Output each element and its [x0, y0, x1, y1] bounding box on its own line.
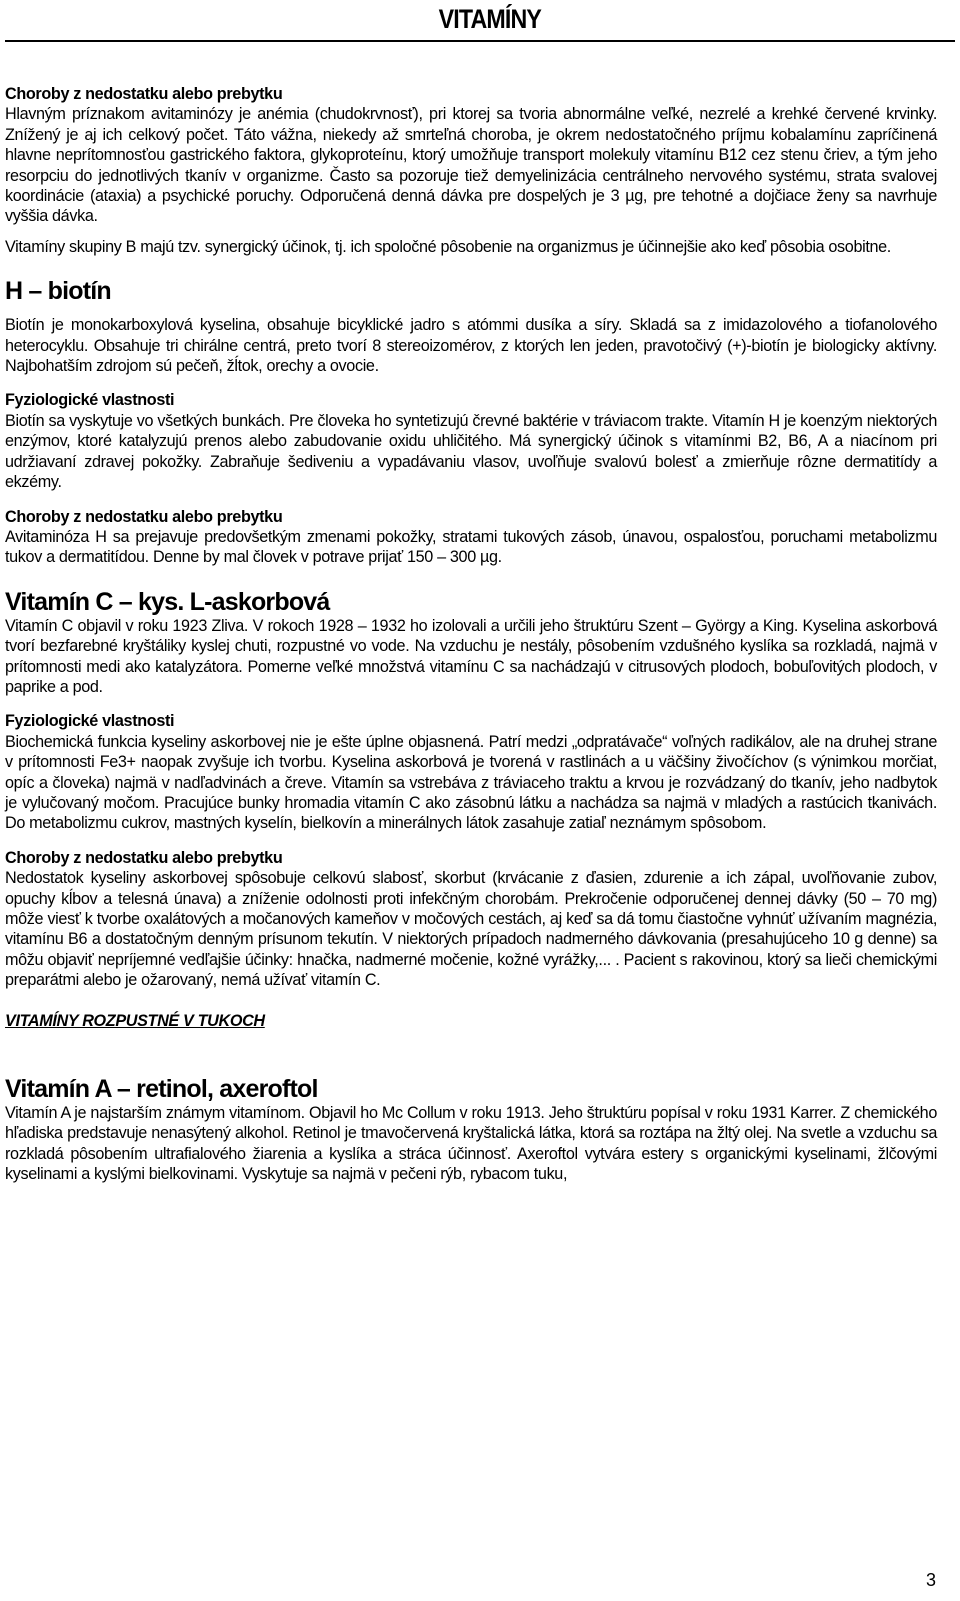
page-content: [5, 84, 937, 1185]
b12-deficiency-text: Hlavným príznakom avitaminózy je anémia (chudokrvnosť), pri ktorej sa tvoria abnormálne veľké, nezrelé a krehké červené krvinky. Znížený je aj ich celkový počet. Táto vážna, niekedy až smrteľná choroba, je okrem nedostatočného príjmu kobalamínu zapríčinená hlavne neprítomnosťou gastrického faktora, glykoproteínu, ktorý umožňuje transport molekuly vitamínu B12 cez stenu čriev, a tým jeho resorpciu do jednotlivých tkanív v organizme. Často sa pozoruje tiež demyelinizácia centrálneho nervového systému, strata svalovej koordinácie (ataxia) a psychické poruchy. Odporučená denná dávka pre dospelých je 3 µg, pre tehotné a dojčiace ženy sa navrhuje vyššia dávka.: [5, 105, 937, 226]
biotin-heading: H – biotín: [5, 277, 111, 306]
biotin-phys-heading: Fyziologické vlastnosti: [5, 391, 175, 410]
biotin-deficiency-text: Avitaminóza H sa prejavuje predovšetkým zmenami pokožky, stratami tukových zásob, únavou, ospalosťou, poruchami metabolizmu tukov a dermatitídou. Denne by mal človek v potrave prijať 150 – 300 µg.: [5, 527, 937, 567]
vitamin-a-heading: Vitamín A – retinol, axeroftol: [5, 1075, 318, 1104]
vitamin-c-phys-text: Biochemická funkcia kyseliny askorbovej nie je ešte úplne objasnená. Patrí medzi „odpratávače“ voľných radikálov, ale na druhej strane v prítomnosti Fe3+ naopak zvyšuje ich tvorbu. Kyselina askorbová je tvorená v rastlinách a u väčšiny živočíchov (s výnimkou morčiat, opíc a človeka) najmä v nadľadvinách a čreve. Vitamín sa vstrebáva z tráviaceho traktu a krvou je rozvádzaný do tkanív, jeho nadbytok je vylučovaný močom. Pracujúce bunky hromadia vitamín C ako zásobnú látku a nachádza sa najmä v mladých a rastúcich tkanivách. Do metabolizmu cukrov, mastných kyselín, bielkovín a minerálnych látok zasahuje zatiaľ neznámym spôsobom.: [5, 732, 937, 833]
vitamin-c-deficiency-text: Nedostatok kyseliny askorbovej spôsobuje celkovú slabosť, skorbut (krvácanie z ďasien, zdurenie a ich zápal, uvoľňovanie zubov, opuchy kĺbov a telesná únava) a zníženie odolnosti proti infekčným chorobám. Prekročenie odporučenej dennej dávky (50 – 70 mg) môže viesť k tvorbe oxalátových a močanových kameňov v močových cestách, aj keď sa dá tomu čiastočne vyhnúť užívaním magnézia, vitamínu B6 a dostatočným denným prísunom tekutín. V niektorých prípadoch nadmerného dávkovania (presahujúceho 10 g denne) sa môžu objaviť nepríjemné vedľajšie účinky: hnačka, nadmerné močenie, kožné vyrážky,... . Pacient s rakovinou, ktorý sa lieči chemickými preparátmi alebo je ožarovaný, nemá užívať vitamín C.: [5, 869, 937, 990]
b-group-synergy-text: Vitamíny skupiny B majú tzv. synergický účinok, tj. ich spoločné pôsobenie na organizmus je účinnejšie ako keď pôsobia osobitne.: [5, 237, 891, 256]
vitamin-c-heading: Vitamín C – kys. L-askorbová: [5, 587, 330, 616]
vitamin-a-intro: Vitamín A je najstarším známym vitamínom. Objavil ho Mc Collum v roku 1913. Jeho štruktúru popísal v roku 1931 Karrer. Z chemického hľadiska predstavuje nenasýtený alkohol. Retinol je tmavočervená kryštalická látka, ktorá sa roztápa na žltý olej. Na svetle a vzduchu sa rozkladá pôsobením ultrafialového žiarenia a kyslíka a stráca účinnosť. Axeroftol vytvára estery s organickými kyselinami, žlčovými kyselinami a kyslými bielkovinami. Vyskytuje sa najmä v pečeni rýb, rybacom tuku,: [5, 1104, 937, 1184]
biotin-phys-text: Biotín sa vyskytuje vo všetkých bunkách. Pre človeka ho syntetizujú črevné baktérie v tráviacom trakte. Vitamín H je koenzým niektorých enzýmov, ktoré katalyzujú prenos alebo zabudovanie oxidu uhličitého. Má synergický účinok s vitamínmi B2, B6, A a niacínom pri udržiavaní zdravej pokožky. Zabraňuje šediveniu a vypadávaniu vlasov, uvoľňuje svalovú bolesť a zmierňuje rôzne dermatitídy a ekzémy.: [5, 411, 937, 492]
biotin-deficiency-heading: Choroby z nedostatku alebo prebytku: [5, 507, 283, 526]
vitamin-c-phys-heading: Fyziologické vlastnosti: [5, 712, 175, 731]
vitamin-c-intro: Vitamín C objavil v roku 1923 Zliva. V rokoch 1928 – 1932 ho izolovali a určili jeho štruktúru Szent – György a King. Kyselina askorbová tvorí bezfarebné kryštáliky kyslej chuti, rozpustné vo vode. Na vzduchu je nestály, pôsobením vzdušného kyslíka sa rozkladá, najmä v prítomnosti medi ako katalyzátora. Pomerne veľké množstvá vitamínu C sa nachádzajú v citrusových plodoch, bobuľovitých plodoch, v paprike a pod.: [5, 616, 937, 696]
vitamin-c-deficiency-heading: Choroby z nedostatku alebo prebytku: [5, 848, 283, 867]
page-header: [5, 0, 955, 42]
page-number: 3: [925, 1570, 936, 1590]
page-title: VITAMÍNY: [438, 4, 541, 34]
biotin-intro: Biotín je monokarboxylová kyselina, obsahuje bicyklické jadro s atómmi dusíka a síry. Skladá sa z imidazolového a tiofanolového heterocyklu. Obsahuje tri chirálne centrá, preto tvorí 8 stereoizomérov, z ktorých len jeden, pravotočivý (+)-biotín je biologicky aktívny. Najbohatším zdrojom sú pečeň, žĺtok, orechy a ovocie.: [5, 316, 937, 376]
b12-deficiency-heading: Choroby z nedostatku alebo prebytku: [5, 85, 283, 103]
fat-soluble-section-title: VITAMÍNY ROZPUSTNÉ V TUKOCH: [5, 1011, 265, 1030]
